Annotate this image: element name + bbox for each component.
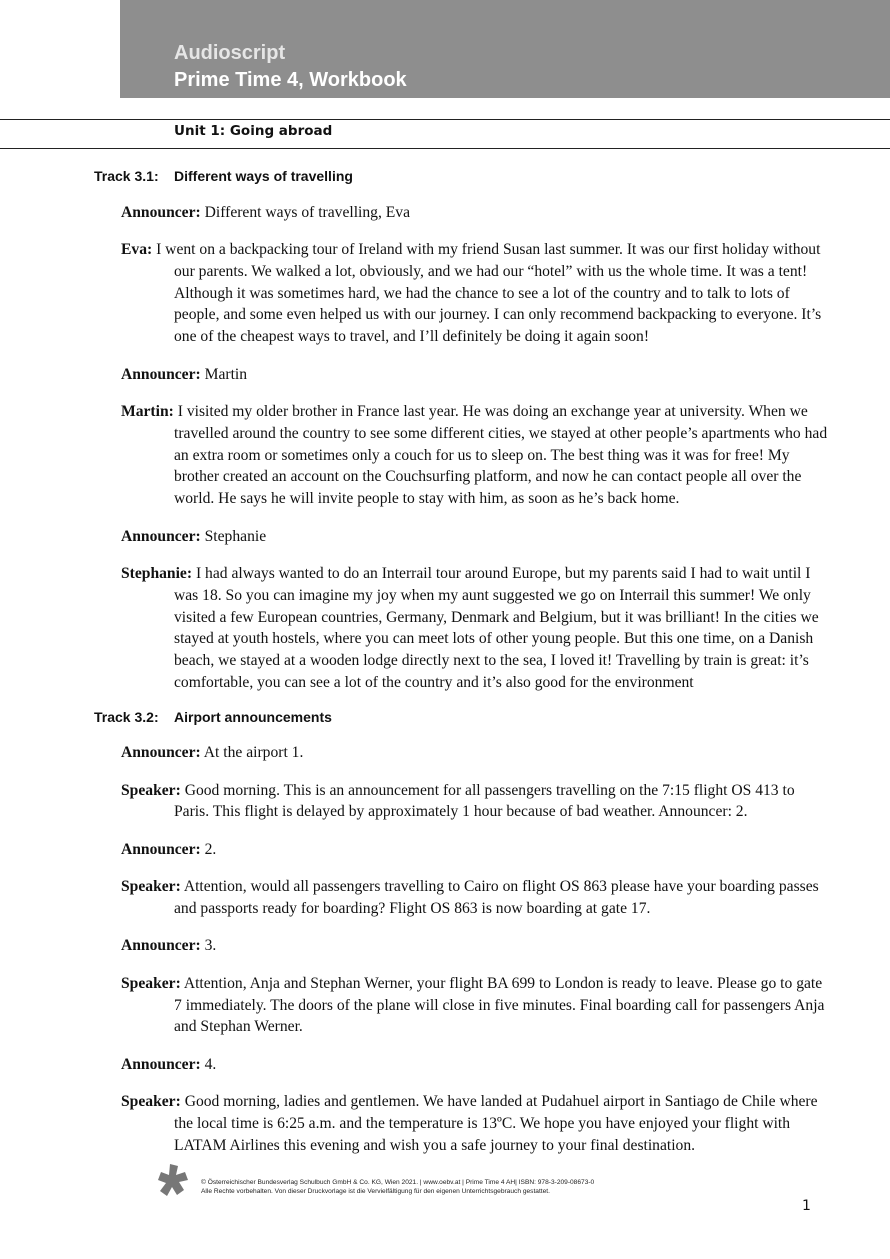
dialogue-line bbox=[121, 563, 832, 694]
document-subtitle: Prime Time 4, Workbook bbox=[174, 69, 407, 91]
speaker-name: Speaker: bbox=[121, 781, 181, 799]
copyright-line: © Österreichischer Bundesverlag Schulbuch GmbH & Co. KG, Wien 2021. | www.oebv.at | Prime Time 4 AH| ISBN: 978-3-209-08673-0 bbox=[201, 1179, 595, 1186]
speaker-name: Announcer: bbox=[121, 1055, 201, 1073]
dialogue-line bbox=[121, 742, 832, 764]
speaker-name: Stephanie: bbox=[121, 564, 193, 582]
dialogue-line bbox=[121, 239, 832, 348]
dialogue-text: At the airport 1. bbox=[203, 744, 304, 762]
dialogue-text: Different ways of travelling, Eva bbox=[204, 203, 411, 221]
speaker-name: Announcer: bbox=[121, 527, 201, 545]
speaker-name: Martin: bbox=[121, 402, 174, 420]
dialogue-text: I went on a backpacking tour of Ireland with my friend Susan last summer. It was our first holiday without our parents. We walked a lot, obviously, and we had our “hotel” with us the whole time. It was a tent! Although it was sometimes hard, we had the chance to see a lot of the country and to talk to lots of people, and some even helped us with our journey. I can only recommend backpacking to everyone. It’s one of the cheapest ways to travel, and I’ll definitely be doing it again soon! bbox=[156, 240, 822, 346]
dialogue-text: I had always wanted to do an Interrail tour around Europe, but my parents said I had to wait until I was 18. So you can imagine my joy when my aunt suggested we go on Interrail this summer! We only visited a few European countries, Germany, Denmark and Belgium, but it was brilliant! In the cities we stayed at youth hostels, where you can meet lots of other young people. But this one time, on a Danish beach, we stayed at a wooden lodge directly next to the sea, I loved it! Travelling by train is great: it’s comfortable, you can see a lot of the country and it’s also good for the environment bbox=[174, 564, 819, 691]
dialogue-text: Good morning. This is an announcement for all passengers travelling on the 7:15 flight OS 413 to Paris. This flight is delayed by approximately 1 hour because of bad weather. Announcer: 2. bbox=[174, 781, 795, 821]
speaker-name: Speaker: bbox=[121, 1093, 181, 1111]
dialogue-text: Stephanie bbox=[204, 527, 267, 545]
transcript bbox=[0, 166, 890, 1166]
dialogue-line bbox=[121, 780, 832, 824]
track-number: Track 3.1: bbox=[94, 168, 159, 184]
dialogue-text: 4. bbox=[204, 1055, 217, 1073]
speaker-name: Speaker: bbox=[121, 878, 181, 896]
dialogue-line bbox=[121, 401, 832, 510]
document-title: Audioscript bbox=[174, 42, 286, 64]
dialogue-line bbox=[121, 935, 832, 957]
copyright-notice bbox=[201, 1178, 594, 1196]
dialogue-text: Martin bbox=[204, 365, 248, 383]
dialogue-text: 3. bbox=[204, 937, 217, 955]
dialogue-line bbox=[121, 1091, 832, 1156]
speaker-name: Announcer: bbox=[121, 365, 201, 383]
track-section bbox=[0, 707, 890, 1157]
speaker-name: Announcer: bbox=[121, 744, 201, 762]
dialogue-line bbox=[121, 973, 832, 1038]
track-title: Airport announcements bbox=[174, 708, 332, 725]
dialogue-text: 2. bbox=[204, 840, 217, 858]
dialogue-text: Attention, Anja and Stephan Werner, your flight BA 699 to London is ready to leave. Please go to gate 7 immediately. The doors of the plane will close in five minutes. Final boarding call for passengers Anja and Stephan Werner. bbox=[174, 974, 825, 1036]
dialogue-line bbox=[121, 1054, 832, 1076]
dialogue-text: Attention, would all passengers travelling to Cairo on flight OS 863 please have your boarding passes and passports ready for boarding? Flight OS 863 is now boarding at gate 17. bbox=[174, 878, 819, 918]
dialogue-line bbox=[121, 839, 832, 861]
speaker-name: Announcer: bbox=[121, 203, 201, 221]
unit-heading: Unit 1: Going abroad bbox=[174, 123, 333, 139]
unit-divider bbox=[0, 148, 890, 149]
dialogue-line bbox=[121, 876, 832, 920]
track-title: Different ways of travelling bbox=[174, 168, 353, 184]
track-number: Track 3.2: bbox=[94, 708, 159, 725]
rights-line: Alle Rechte vorbehalten. Von dieser Druckvorlage ist die Vervielfältigung für den eigenen Unterrichtsgebrauch gestattet. bbox=[201, 1188, 550, 1195]
speaker-name: Announcer: bbox=[121, 937, 201, 955]
track-heading bbox=[94, 166, 890, 186]
speaker-name: Announcer: bbox=[121, 840, 201, 858]
dialogue-line bbox=[121, 202, 832, 224]
speaker-name: Speaker: bbox=[121, 974, 181, 992]
dialogue-text: Good morning, ladies and gentlemen. We have landed at Pudahuel airport in Santiago de Chile where the local time is 6:25 a.m. and the temperature is 13ºC. We hope you have enjoyed your flight with LATAM Airlines this evening and wish you a safe journey to your final destination. bbox=[174, 1093, 818, 1154]
page-number: 1 bbox=[802, 1198, 811, 1214]
speaker-name: Eva: bbox=[121, 240, 153, 258]
dialogue-text: I visited my older brother in France last year. He was doing an exchange year at university. When we travelled around the country to see some different cities, we stayed at other people’s apartments who had an extra room or sometimes only a couch for us to sleep on. The best thing was it was for free! My brother created an account on the Couchsurfing platform, and now he can contact people all over the world. He says he will invite people to stay with him, as soon as he’s back home. bbox=[174, 402, 828, 508]
track-heading bbox=[94, 707, 890, 727]
publisher-logo-icon bbox=[157, 1163, 191, 1199]
top-divider bbox=[0, 119, 890, 120]
dialogue-line bbox=[121, 364, 832, 386]
track-section bbox=[0, 166, 890, 694]
dialogue-line bbox=[121, 526, 832, 548]
